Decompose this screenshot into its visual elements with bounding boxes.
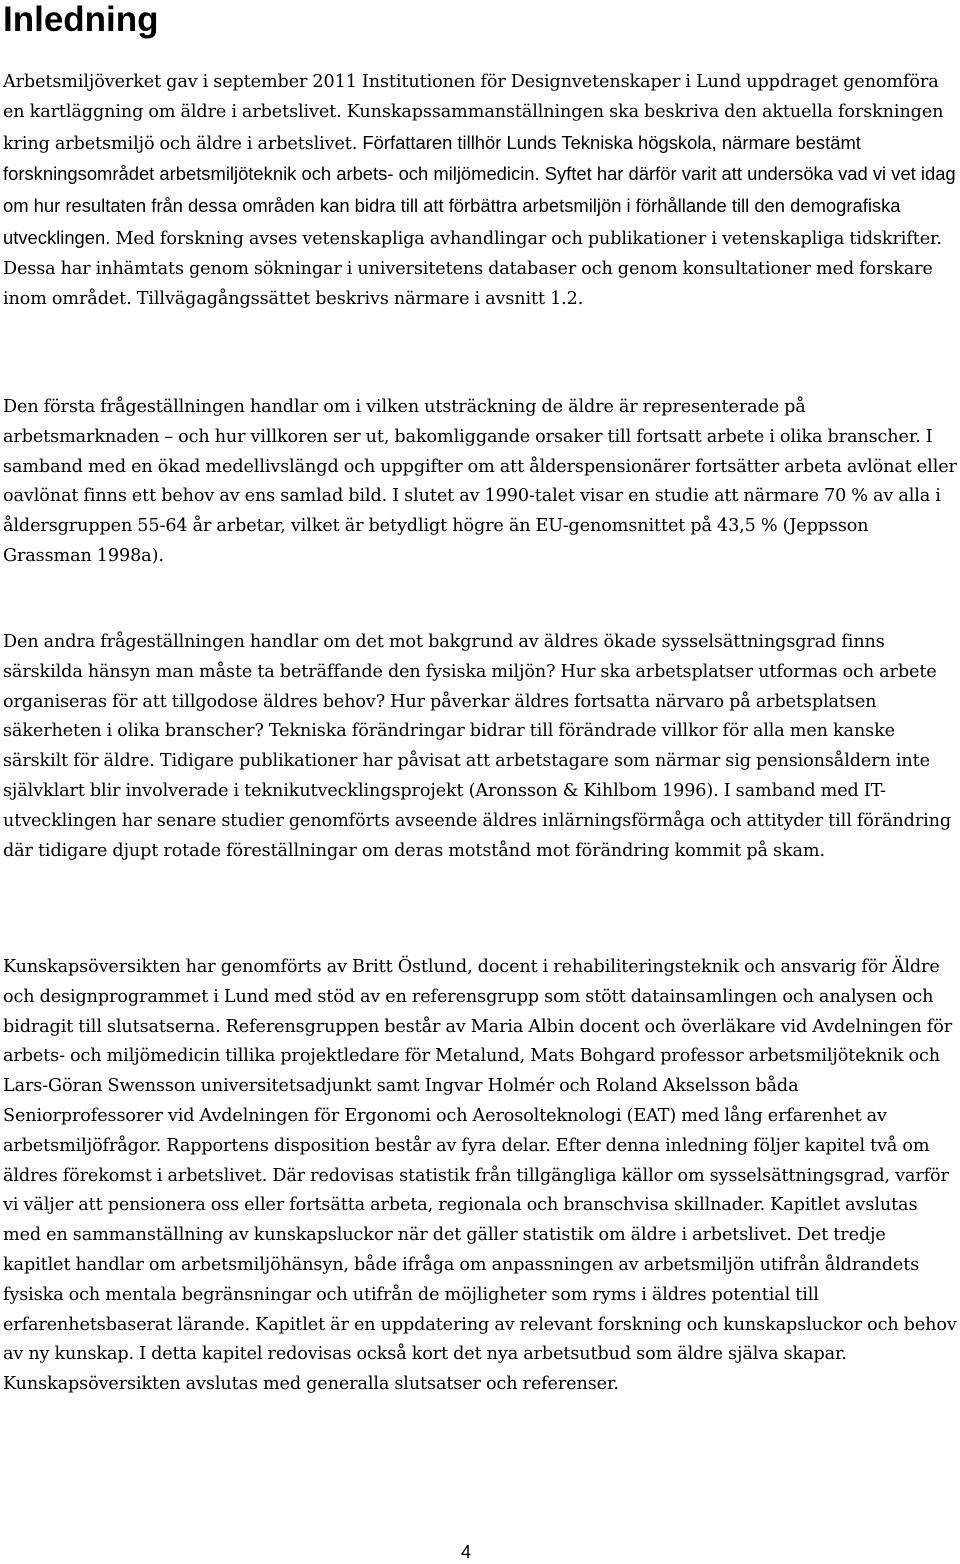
paragraph-overview-disposition: Kunskapsöversikten har genomförts av Britt Östlund, docent i rehabiliteringsteknik och ansvarig för Äldre och designprogrammet i Lund med stöd av en referensgrupp som stött datainsamlingen och analysen och bidragit till slutsatserna. Referensgruppen består av Maria Albin docent och överläkare vid Avdelningen för arbets- och miljömedicin tillika projektledare för Metalund, Mats Bohgard professor arbetsmiljöteknik och Lars-Göran Swensson universitetsadjunkt samt Ingvar Holmér och Roland Akselsson båda Seniorprofessorer vid Avdelningen för Ergonomi och Aerosolteknologi (EAT) med lång erfarenhet av arbetsmiljöfrågor. Rapportens disposition består av fyra delar. Efter denna inledning följer kapitel två om äldres förekomst i arbetslivet. Där redovisas statistik från tillgängliga källor om sysselsättningsgrad, varför vi väljer att pensionera oss eller fortsätta arbeta, regionala och branschvisa skillnader. Kapitlet avslutas med en sammanställning av kunskapsluckor när det gäller statistik om äldre i arbetslivet. Det tredje kapitlet handlar om arbetsmiljöhänsyn, både ifråga om anpassningen av arbetsmiljön utifrån åldrandets fysiska och mentala begränsningar och utifrån de möjligheter som ryms i äldres potential till erfarenhetsbaserat lärande. Kapitlet är en uppdatering av relevant forskning och kunskapsluckor och behov av ny kunskap. I detta kapitel redovisas också kort det nya arbetsutbud som äldre själva skapar. Kunskapsöversikten avslutas med generalla slutsatser och referenser. [3,957,957,1395]
document-page [3,0,958,1395]
paragraph-intro-serif-end: Med forskning avses vetenskapliga avhandlingar och publikationer i vetenskapliga tidskrifter. Dessa har inhämtats genom sökningar i universitetens databaser och genom konsultationer med forskare inom området. Tillvägagångssättet beskrivs närmare i avsnitt 1.2. [3,228,942,309]
page-number: 4 [460,1542,471,1562]
paragraph-second-question: Den andra frågeställningen handlar om det mot bakgrund av äldres ökade sysselsättningsgrad finns särskilda hänsyn man måste ta beträffande den fysiska miljön? Hur ska arbetsplatser utformas och arbete organiseras för att tillgodose äldres behov? Hur påverkar äldres fortsatta närvaro på arbetsplatsen säkerheten i olika branscher? Tekniska förändringar bidrar till förändrade villkor för alla men kanske särskilt för äldre. Tidigare publikationer har påvisat att arbetstagare som närmar sig pensionsåldern inte självklart blir involverade i teknikutvecklingsprojekt (Aronsson & Kihlbom 1996). I samband med IT-utvecklingen har senare studier genomförts avseende äldres inlärningsförmåga och attityder till förändring där tidigare djupt rotade föreställningar om deras motstånd mot förändring kommit på skam. [3,632,952,861]
paragraph-intro [3,68,958,314]
paragraph-first-question: Den första frågeställningen handlar om i vilken utsträckning de äldre är representerade på arbetsmarknaden – och hur villkoren ser ut, bakomliggande orsaker till fortsatt arbete i olika branscher. I samband med en ökad medellivslängd och uppgifter om att ålderspensionärer fortsätter arbeta avlönat eller oavlönat finns ett behov av ens samlad bild. I slutet av 1990-talet visar en studie att närmare 70 % av alla i åldersgruppen 55-64 år arbetar, vilket är betydligt högre än EU-genomsnittet på 43,5 % (Jeppsson Grassman 1998a). [3,397,957,566]
page-title: Inledning [3,0,159,39]
paragraph-intro-serif-start: Arbetsmiljöverket gav i september 2011 Institutionen för Designvetenskaper i Lund uppdraget genomföra en kartläggning om äldre i arbetslivet. Kunskapssammanställningen ska beskriva den aktuella forskningen kring arbetsmiljö och äldre i arbetslivet. [3,72,944,154]
paragraph-intro-sans-part: Författaren tillhör Lunds Tekniska högskola, närmare bestämt forskningsområdet arbetsmiljöteknik och arbets- och miljömedicin. Syftet har därför varit att undersöka vad vi vet idag om hur resultaten från dessa områden kan bidra till att förbättra arbetsmiljön i förhållande till den demografiska utvecklingen. [3,131,956,248]
